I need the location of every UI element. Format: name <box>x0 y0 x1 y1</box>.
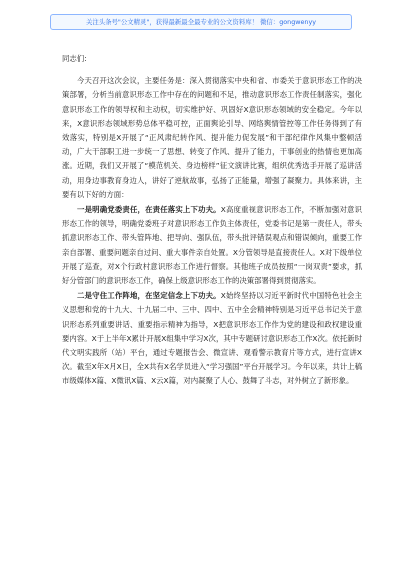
paragraph-section-2 <box>62 289 362 388</box>
document-body <box>62 52 362 389</box>
paragraph-section-1 <box>62 203 362 288</box>
paragraph-intro-text: 今天召开这次会议，主要任务是：深入贯彻落实中央和省、市委关于意识形态工作的决策部署，分析当前意识形态工作中存在的问题和不足，推动意识形态工作责任制落实，强化意识形态工作的领导权和主动权，切实维护好、巩固好X意识形态领域的安全稳定。今年以来，X意识形态领域形势总体平稳可控，正面舆论引导、网络舆情管控等工作任务得到了有效落实，特别是X开展了“正风肃纪转作风、提升能力促发展”和干部纪律作风集中整顿活动，广大干部职工进一步统一了思想、转变了作风、提升了能力，干事创业的热情也更加高涨。近期，我们又开展了“模范机关、身边榜样”征文演讲比赛，组织优秀选手开展了巡讲活动，用身边事教育身边人，讲好了逆航故事，弘扬了正能量，增强了凝聚力。具体来讲，主要有以下好的方面： <box>62 76 362 199</box>
paragraph-intro <box>62 74 362 202</box>
promo-banner[interactable]: 关注头条号"公文精灵"，获得最新最全最专业的公文资料库！ 微信：gongwenyy <box>50 14 352 30</box>
greeting: 同志们: <box>62 54 87 63</box>
section-2-text: X始终坚持以习近平新时代中国特色社会主义思想和党的十九大、十九届二中、三中、四中、五中全会精神特别是习近平总书记关于意识形态系列重要讲话、重要指示精神为指导，X把意识形态工作作为党的建设和政权建设重要内容。X于上半年X累计开展X组集中学习X次，其中专题研讨意识形态工作X次。依托新时代文明实践所（站）平台，通过专题报告会、微宣讲、观看警示教育片等方式，进行宣讲X次。截至X年X月X日，全X共有X名学员进入“学习强国”平台开展学习。今年以来，共计上稿市级媒体X篇、X微讯X篇、X云X篇，对内凝聚了人心、鼓舞了斗志，对外树立了新形象。 <box>62 291 362 386</box>
section-1-text: X高度重视意识形态工作，不断加强对意识形态工作的领导，明确党委班子对意识形态工作负主体责任，党委书记是第一责任人，带头抓意识形态工作、带头管阵地、把导向、强队伍，带头批评错误观点和错误倾向，重要工作亲自部署、重要问题亲自过问、重大事件亲自处置。X分管领导是直接责任人。X对下级单位开展了巡查，对X个行政村意识形态工作进行督察。其他班子成员按照“一岗双责”要求，抓好分管部门的意识形态工作，确保上级意识形态工作的决策部署得到贯彻落实。 <box>62 205 362 286</box>
section-1-heading: 一是明确党委责任，在责任落实上下功夫。 <box>77 205 221 215</box>
section-2-heading: 二是守住工作阵地，在坚定信念上下功夫。 <box>77 291 221 301</box>
